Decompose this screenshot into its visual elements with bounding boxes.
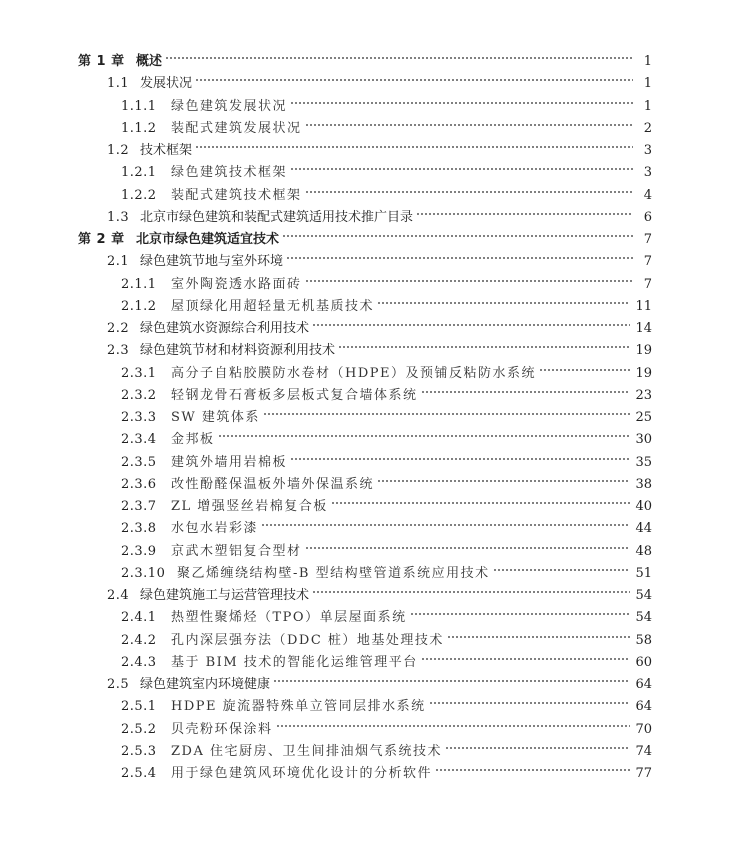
toc-entry-number: 2.2: [107, 321, 130, 336]
toc-subsection[interactable]: [0, 466, 730, 492]
toc-entry-page: 25: [635, 410, 652, 425]
toc-entry-page: 1: [643, 98, 652, 114]
toc-entry-title: 绿色建筑节地与室外环境: [140, 254, 284, 270]
toc-subsection[interactable]: [0, 510, 730, 537]
toc-subsection[interactable]: [0, 88, 730, 114]
toc-entry-title: ZDA 住宅厨房、卫生间排油烟气系统技术: [171, 743, 442, 759]
toc-entry-title: 北京市绿色建筑和装配式建筑适用技术推广目录: [140, 209, 414, 225]
toc-entry-number: 2.3.4: [121, 432, 157, 448]
toc-entry-number: 2.5: [107, 677, 130, 692]
toc-entry-page: 58: [635, 632, 652, 648]
toc-entry-number: 2.5.2: [121, 721, 157, 737]
toc-entry-title: 贝壳粉环保涂料: [171, 721, 273, 737]
toc-entry-number: 1.3: [107, 209, 130, 225]
toc-entry-title: HDPE 旋流器特殊单立管同层排水系统: [171, 699, 426, 715]
toc-entry-page: 40: [635, 499, 652, 514]
toc-subsection[interactable]: [0, 421, 730, 448]
toc-entry-number: 2.5.4: [121, 766, 157, 781]
toc-entry-title: 绿色建筑发展状况: [171, 98, 288, 114]
toc-section[interactable]: [0, 577, 730, 603]
toc-subsection[interactable]: [0, 266, 730, 292]
toc-entry-title: 绿色建筑室内环境健康: [140, 677, 271, 692]
toc-entry-number: 第 2 章: [78, 232, 125, 247]
dot-leader: [312, 310, 630, 332]
toc-entry-page: 77: [635, 766, 652, 781]
toc-entry-title: 建筑外墙用岩棉板: [171, 454, 288, 470]
dot-leader: [263, 399, 631, 421]
table-of-contents: [0, 43, 730, 781]
toc-entry-page: 2: [643, 120, 652, 136]
dot-leader: [312, 577, 630, 599]
dot-leader: [331, 488, 631, 510]
toc-entry-number: 1.2.1: [121, 165, 157, 181]
toc-entry-number: 2.5.3: [121, 743, 157, 759]
dot-leader: [290, 88, 633, 110]
toc-entry-title: 绿色建筑节材和材料资源利用技术: [140, 343, 336, 359]
dot-leader: [447, 622, 631, 644]
dot-leader: [261, 510, 630, 532]
toc-entry-number: 2.3.3: [121, 410, 157, 425]
toc-entry-page: 48: [635, 543, 652, 559]
toc-entry-title: ZL 增强竖丝岩棉复合板: [171, 499, 328, 514]
toc-chapter[interactable]: [0, 43, 730, 69]
toc-entry-title: 室外陶瓷透水路面砖: [171, 276, 302, 292]
toc-subsection[interactable]: [0, 444, 730, 470]
toc-subsection[interactable]: [0, 377, 730, 403]
toc-entry-page: 14: [635, 321, 652, 336]
toc-entry-number: 2.3: [107, 343, 130, 359]
dot-leader: [290, 444, 630, 466]
toc-entry-page: 19: [635, 365, 652, 381]
toc-entry-page: 23: [635, 387, 652, 403]
toc-entry-page: 6: [643, 209, 652, 225]
toc-entry-page: 38: [635, 476, 652, 492]
toc-entry-title: 高分子自粘胶膜防水卷材（HDPE）及预铺反粘防水系统: [171, 365, 536, 381]
dot-leader: [421, 377, 631, 399]
toc-entry-number: 2.4.1: [121, 610, 157, 626]
toc-entry-number: 1.1: [107, 76, 130, 92]
toc-section[interactable]: [0, 310, 730, 336]
toc-entry-number: 第 1 章: [78, 54, 125, 69]
toc-entry-page: 1: [643, 54, 652, 69]
dot-leader: [195, 132, 633, 154]
dot-leader: [305, 110, 633, 132]
toc-entry-number: 2.3.6: [121, 476, 157, 492]
dot-leader: [338, 332, 630, 354]
toc-entry-number: 2.3.7: [121, 499, 157, 514]
toc-entry-number: 2.3.8: [121, 521, 157, 537]
toc-entry-title: 京武木塑铝复合型材: [171, 543, 302, 559]
dot-leader: [276, 711, 631, 733]
toc-entry-title: 金邦板: [171, 432, 215, 448]
toc-subsection[interactable]: [0, 622, 730, 648]
toc-entry-number: 2.4: [107, 588, 130, 603]
toc-entry-number: 2.5.1: [121, 699, 157, 715]
toc-subsection[interactable]: [0, 599, 730, 626]
toc-entry-page: 54: [635, 588, 652, 603]
dot-leader: [429, 688, 631, 710]
toc-entry-page: 7: [643, 254, 652, 270]
dot-leader: [539, 355, 630, 377]
toc-section[interactable]: [0, 666, 730, 692]
toc-entry-title: 发展状况: [140, 76, 193, 92]
toc-subsection[interactable]: [0, 688, 730, 715]
dot-leader: [286, 243, 633, 265]
toc-subsection[interactable]: [0, 355, 730, 381]
toc-section[interactable]: [0, 332, 730, 359]
toc-entry-number: 2.1.1: [121, 276, 157, 292]
toc-entry-number: 1.1.2: [121, 120, 157, 136]
toc-entry-title: 绿色建筑水资源综合利用技术: [140, 321, 310, 336]
dot-leader: [218, 421, 631, 443]
toc-subsection[interactable]: [0, 644, 730, 670]
toc-entry-title: 轻钢龙骨石膏板多层板式复合墙体系统: [171, 387, 418, 403]
toc-entry-title: 用于绿色建筑风环境优化设计的分析软件: [171, 766, 433, 781]
dot-leader: [377, 288, 630, 310]
dot-leader: [416, 199, 633, 221]
toc-entry-number: 2.1: [107, 254, 130, 270]
toc-entry-number: 2.4.2: [121, 632, 157, 648]
toc-entry-title: 热塑性聚烯烃（TPO）单层屋面系统: [171, 610, 407, 626]
toc-entry-number: 2.3.10: [121, 565, 166, 581]
toc-entry-page: 3: [643, 143, 652, 158]
toc-entry-page: 60: [635, 654, 652, 670]
toc-entry-number: 1.2: [107, 143, 130, 158]
toc-entry-title: 改性酚醛保温板外墙外保温系统: [171, 476, 375, 492]
dot-leader: [282, 221, 633, 243]
toc-entry-title: 绿色建筑技术框架: [171, 165, 288, 181]
dot-leader: [305, 266, 633, 288]
toc-section[interactable]: [0, 65, 730, 92]
toc-entry-page: 64: [635, 699, 652, 715]
dot-leader: [421, 644, 631, 666]
toc-subsection[interactable]: [0, 733, 730, 759]
toc-subsection[interactable]: [0, 488, 730, 514]
toc-entry-page: 7: [643, 232, 652, 247]
toc-entry-page: 64: [635, 677, 652, 692]
toc-section[interactable]: [0, 243, 730, 270]
toc-entry-title: 北京市绿色建筑适宜技术: [136, 232, 280, 247]
dot-leader: [290, 154, 633, 176]
toc-entry-title: 绿色建筑施工与运营管理技术: [140, 588, 310, 603]
toc-entry-page: 44: [635, 521, 652, 537]
toc-entry-title: 聚乙烯缠绕结构壁-B 型结构壁管道系统应用技术: [177, 565, 490, 581]
toc-entry-page: 51: [635, 565, 652, 581]
toc-entry-number: 2.3.2: [121, 387, 157, 403]
toc-entry-page: 4: [643, 187, 652, 203]
toc-subsection[interactable]: [0, 711, 730, 737]
toc-subsection[interactable]: [0, 177, 730, 203]
toc-entry-number: 2.3.9: [121, 543, 157, 559]
toc-entry-number: 2.4.3: [121, 654, 157, 670]
dot-leader: [410, 599, 631, 621]
toc-entry-page: 3: [643, 165, 652, 181]
dot-leader: [377, 466, 630, 488]
toc-entry-title: 概述: [136, 54, 163, 69]
dot-leader: [195, 65, 633, 87]
toc-entry-title: 屋顶绿化用超轻量无机基质技术: [171, 298, 375, 314]
toc-chapter[interactable]: [0, 221, 730, 247]
toc-entry-page: 11: [635, 298, 652, 314]
toc-subsection[interactable]: [0, 110, 730, 136]
toc-entry-title: 技术框架: [140, 143, 193, 158]
dot-leader: [273, 666, 630, 688]
toc-subsection[interactable]: [0, 288, 730, 314]
dot-leader: [445, 733, 630, 755]
toc-entry-page: 74: [635, 743, 652, 759]
toc-entry-page: 70: [635, 721, 652, 737]
toc-subsection[interactable]: [0, 755, 730, 781]
dot-leader: [305, 177, 633, 199]
toc-subsection[interactable]: [0, 399, 730, 425]
toc-subsection[interactable]: [0, 154, 730, 181]
dot-leader: [305, 533, 631, 555]
toc-entry-page: 7: [643, 276, 652, 292]
toc-subsection[interactable]: [0, 533, 730, 559]
toc-entry-title: SW 建筑体系: [171, 410, 260, 425]
toc-entry-title: 孔内深层强夯法（DDC 桩）地基处理技术: [171, 632, 444, 648]
toc-entry-page: 19: [635, 343, 652, 359]
toc-entry-number: 1.1.1: [121, 98, 157, 114]
dot-leader: [493, 555, 631, 577]
toc-entry-page: 30: [635, 432, 652, 448]
toc-entry-title: 水包水岩彩漆: [171, 521, 259, 537]
toc-entry-title: 装配式建筑发展状况: [171, 120, 302, 136]
toc-entry-number: 2.1.2: [121, 298, 157, 314]
toc-entry-page: 1: [643, 76, 652, 92]
toc-section[interactable]: [0, 199, 730, 225]
toc-section[interactable]: [0, 132, 730, 158]
toc-entry-number: 2.3.5: [121, 454, 157, 470]
toc-entry-number: 1.2.2: [121, 187, 157, 203]
toc-subsection[interactable]: [0, 555, 730, 581]
toc-entry-number: 2.3.1: [121, 365, 157, 381]
toc-entry-title: 基于 BIM 技术的智能化运维管理平台: [171, 654, 418, 670]
toc-entry-page: 54: [635, 610, 652, 626]
dot-leader: [435, 755, 630, 777]
toc-entry-page: 35: [635, 454, 652, 470]
dot-leader: [165, 43, 633, 65]
toc-entry-title: 装配式建筑技术框架: [171, 187, 302, 203]
